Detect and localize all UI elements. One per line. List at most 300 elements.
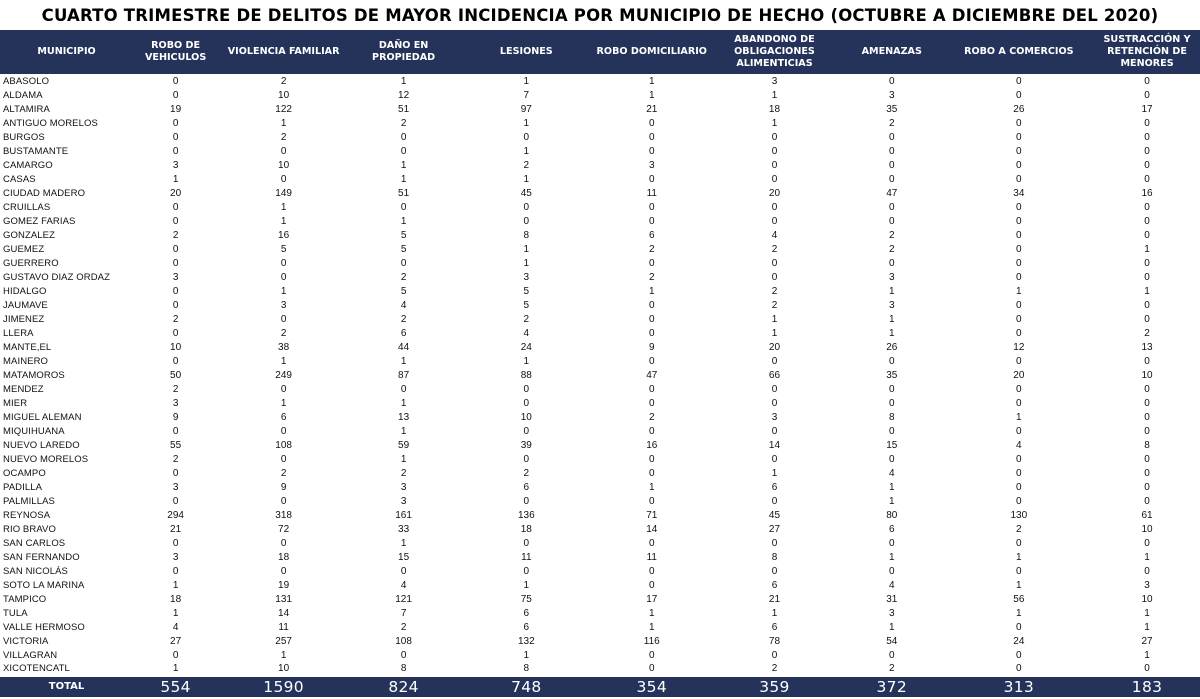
value-cell: 0: [400, 649, 407, 661]
table-row: [0, 117, 1200, 131]
table-row: [0, 103, 1200, 117]
value-cell: 0: [1144, 229, 1150, 241]
value-cell: 0: [1016, 229, 1022, 241]
value-cell: 4: [523, 327, 530, 339]
municipio-cell: RIO BRAVO: [3, 523, 56, 535]
value-cell: 0: [1144, 481, 1150, 493]
total-label: TOTAL: [0, 677, 133, 697]
value-cell: 0: [888, 159, 895, 171]
value-cell: 0: [648, 173, 655, 185]
municipio-cell: LLERA: [3, 327, 34, 339]
header-row: [0, 30, 1200, 75]
municipio-cell: BUSTAMANTE: [3, 145, 69, 157]
municipio-cell: SOTO LA MARINA: [3, 579, 85, 591]
value-cell: 0: [648, 425, 655, 437]
value-cell: 0: [1016, 397, 1022, 409]
value-cell: 0: [172, 285, 179, 297]
value-cell: 1: [400, 397, 407, 409]
value-cell: 0: [771, 565, 778, 577]
value-cell: 13: [398, 411, 410, 423]
value-cell: 10: [520, 411, 532, 423]
municipio-cell: SAN CARLOS: [3, 537, 66, 549]
value-cell: 0: [1144, 299, 1150, 311]
value-cell: 0: [172, 649, 179, 661]
value-cell: 17: [646, 593, 658, 605]
municipio-cell: MIER: [3, 397, 28, 409]
value-cell: 5: [523, 299, 530, 311]
table-row: [0, 285, 1200, 299]
value-cell: 8: [523, 229, 530, 241]
value-cell: 35: [886, 103, 898, 115]
value-cell: 45: [768, 509, 781, 521]
value-cell: 1: [648, 481, 655, 493]
table-row: [0, 243, 1200, 257]
value-cell: 8: [400, 663, 407, 675]
value-cell: 0: [172, 495, 179, 507]
value-cell: 3: [280, 299, 287, 311]
value-cell: 0: [1016, 299, 1022, 311]
value-cell: 0: [172, 117, 179, 129]
crime-table: [0, 29, 1200, 697]
value-cell: 16: [646, 439, 658, 451]
value-cell: 4: [888, 467, 895, 479]
value-cell: 1: [771, 607, 778, 619]
value-cell: 0: [1016, 173, 1022, 185]
value-cell: 2: [648, 271, 655, 283]
value-cell: 0: [1144, 117, 1150, 129]
total-row: [0, 677, 1200, 697]
value-cell: 1: [888, 285, 895, 297]
value-cell: 1: [172, 173, 179, 185]
value-cell: 0: [172, 201, 179, 213]
value-cell: 2: [280, 467, 287, 479]
value-cell: 1: [280, 397, 287, 409]
value-cell: 27: [170, 635, 182, 647]
value-cell: 0: [888, 355, 895, 367]
value-cell: 0: [172, 257, 179, 269]
table-row: [0, 383, 1200, 397]
value-cell: 0: [888, 383, 895, 395]
value-cell: 2: [888, 229, 895, 241]
value-cell: 5: [400, 285, 407, 297]
value-cell: 0: [1016, 425, 1022, 437]
value-cell: 0: [648, 131, 655, 143]
municipio-cell: ANTIGUO MORELOS: [3, 117, 98, 129]
value-cell: 0: [1144, 201, 1150, 213]
value-cell: 3: [888, 607, 895, 619]
value-cell: 1: [1144, 285, 1150, 297]
value-cell: 45: [520, 187, 532, 199]
value-cell: 0: [172, 243, 179, 255]
municipio-cell: SAN NICOLÁS: [3, 565, 68, 577]
value-cell: 0: [1016, 621, 1022, 633]
value-cell: 3: [172, 271, 179, 283]
value-cell: 27: [1141, 635, 1153, 647]
municipio-cell: JIMENEZ: [3, 313, 45, 325]
value-cell: 0: [400, 565, 407, 577]
value-cell: 0: [523, 383, 530, 395]
value-cell: 71: [646, 509, 658, 521]
value-cell: 0: [1016, 663, 1022, 675]
value-cell: 0: [523, 131, 530, 143]
value-cell: 1: [888, 551, 895, 563]
value-cell: 78: [768, 635, 781, 647]
value-cell: 0: [1016, 565, 1022, 577]
value-cell: 2: [172, 229, 179, 241]
value-cell: 0: [172, 327, 179, 339]
table-row: [0, 593, 1200, 607]
value-cell: 0: [1144, 131, 1150, 143]
municipio-cell: REYNOSA: [3, 509, 51, 521]
value-cell: 108: [275, 439, 292, 451]
value-cell: 2: [648, 411, 655, 423]
value-cell: 2: [1144, 327, 1150, 339]
value-cell: 3: [172, 397, 179, 409]
value-cell: 0: [280, 313, 287, 325]
value-cell: 0: [648, 565, 655, 577]
value-cell: 11: [278, 621, 289, 633]
value-cell: 3: [523, 271, 530, 283]
value-cell: 2: [400, 467, 407, 479]
value-cell: 47: [646, 369, 658, 381]
value-cell: 0: [1016, 537, 1022, 549]
municipio-cell: PALMILLAS: [3, 495, 55, 507]
value-cell: 1: [648, 285, 655, 297]
value-cell: 1: [400, 159, 407, 171]
value-cell: 1: [523, 355, 530, 367]
table-row: [0, 173, 1200, 187]
table-row: [0, 145, 1200, 159]
value-cell: 1: [280, 649, 287, 661]
value-cell: 3: [888, 271, 895, 283]
value-cell: 3: [172, 481, 179, 493]
table-row: [0, 215, 1200, 229]
value-cell: 16: [278, 229, 290, 241]
municipio-cell: OCAMPO: [3, 467, 46, 479]
value-cell: 1: [888, 621, 895, 633]
value-cell: 13: [1141, 341, 1153, 353]
value-cell: 5: [400, 229, 407, 241]
value-cell: 132: [517, 635, 535, 647]
value-cell: 1: [888, 313, 895, 325]
value-cell: 121: [395, 593, 412, 605]
table-row: [0, 271, 1200, 285]
value-cell: 1: [400, 453, 407, 465]
value-cell: 33: [398, 523, 410, 535]
value-cell: 0: [400, 131, 407, 143]
value-cell: 1: [648, 76, 655, 87]
table-row: [0, 411, 1200, 425]
municipio-cell: BURGOS: [3, 131, 45, 143]
value-cell: 0: [172, 355, 179, 367]
value-cell: 35: [886, 369, 898, 381]
municipio-cell: MENDEZ: [3, 383, 44, 395]
municipio-cell: JAUMAVE: [3, 299, 48, 311]
municipio-cell: ALTAMIRA: [3, 103, 50, 115]
value-cell: 80: [886, 509, 898, 521]
value-cell: 0: [1144, 173, 1150, 185]
value-cell: 10: [1141, 369, 1153, 381]
value-cell: 1: [648, 607, 655, 619]
municipio-cell: VICTORIA: [3, 635, 49, 647]
value-cell: 249: [275, 369, 292, 381]
value-cell: 1: [400, 537, 407, 549]
value-cell: 0: [888, 565, 895, 577]
value-cell: 0: [400, 257, 407, 269]
value-cell: 3: [771, 76, 778, 87]
value-cell: 2: [280, 76, 287, 87]
value-cell: 31: [886, 593, 898, 605]
value-cell: 0: [1016, 355, 1022, 367]
value-cell: 2: [172, 383, 179, 395]
value-cell: 12: [1013, 341, 1025, 353]
municipio-cell: MANTE,EL: [3, 341, 52, 353]
value-cell: 1: [1016, 411, 1022, 423]
column-header: ROBO DOMICILIARIO: [595, 30, 710, 75]
value-cell: 0: [771, 495, 778, 507]
value-cell: 0: [888, 257, 895, 269]
value-cell: 18: [520, 523, 532, 535]
value-cell: 0: [1144, 215, 1150, 227]
value-cell: 0: [172, 425, 179, 437]
value-cell: 0: [1016, 215, 1022, 227]
value-cell: 1: [1144, 649, 1150, 661]
value-cell: 1: [523, 173, 530, 185]
value-cell: 1: [888, 327, 895, 339]
value-cell: 130: [1010, 509, 1028, 521]
municipio-cell: MAINERO: [3, 355, 49, 367]
value-cell: 1: [523, 117, 530, 129]
value-cell: 6: [771, 579, 778, 591]
value-cell: 7: [523, 89, 530, 101]
value-cell: 2: [648, 243, 655, 255]
value-cell: 1: [280, 355, 287, 367]
table-row: [0, 201, 1200, 215]
value-cell: 16: [1141, 187, 1153, 199]
table-row: [0, 453, 1200, 467]
value-cell: 2: [523, 159, 530, 171]
value-cell: 0: [648, 313, 655, 325]
value-cell: 2: [400, 621, 407, 633]
value-cell: 6: [523, 607, 530, 619]
value-cell: 0: [648, 453, 655, 465]
table-row: [0, 509, 1200, 523]
municipio-cell: VILLAGRAN: [3, 649, 58, 661]
value-cell: 6: [648, 229, 655, 241]
municipio-cell: TULA: [3, 607, 28, 619]
total-value: 313: [944, 677, 1095, 697]
table-row: [0, 257, 1200, 271]
table-row: [0, 481, 1200, 495]
value-cell: 10: [170, 341, 182, 353]
value-cell: 1: [1016, 579, 1022, 591]
total-value: 354: [595, 677, 710, 697]
value-cell: 0: [888, 131, 895, 143]
value-cell: 75: [520, 593, 532, 605]
total-value: 824: [349, 677, 458, 697]
value-cell: 0: [400, 145, 407, 157]
value-cell: 1: [1144, 621, 1150, 633]
value-cell: 1: [771, 467, 778, 479]
value-cell: 0: [172, 215, 179, 227]
total-value: 554: [133, 677, 218, 697]
value-cell: 20: [1013, 369, 1025, 381]
value-cell: 56: [1013, 593, 1025, 605]
value-cell: 0: [280, 383, 287, 395]
value-cell: 27: [768, 523, 781, 535]
municipio-cell: MIQUIHUANA: [3, 425, 65, 437]
value-cell: 6: [888, 523, 895, 535]
value-cell: 14: [278, 607, 290, 619]
value-cell: 0: [771, 649, 778, 661]
value-cell: 2: [400, 271, 407, 283]
value-cell: 1: [771, 327, 778, 339]
value-cell: 2: [1016, 523, 1022, 535]
value-cell: 14: [646, 523, 658, 535]
value-cell: 0: [888, 425, 895, 437]
value-cell: 0: [648, 397, 655, 409]
value-cell: 0: [648, 299, 655, 311]
value-cell: 0: [280, 173, 287, 185]
value-cell: 5: [400, 243, 407, 255]
value-cell: 0: [1144, 76, 1150, 87]
table-row: [0, 355, 1200, 369]
value-cell: 0: [1144, 565, 1150, 577]
value-cell: 3: [400, 495, 407, 507]
value-cell: 149: [275, 187, 292, 199]
value-cell: 0: [1016, 453, 1022, 465]
value-cell: 0: [1016, 481, 1022, 493]
table-row: [0, 649, 1200, 663]
column-header: AMENAZAS: [840, 30, 944, 75]
value-cell: 1: [172, 607, 179, 619]
value-cell: 0: [1016, 257, 1022, 269]
value-cell: 0: [1016, 271, 1022, 283]
value-cell: 0: [1144, 383, 1150, 395]
value-cell: 88: [520, 369, 532, 381]
value-cell: 0: [888, 173, 895, 185]
value-cell: 0: [771, 159, 778, 171]
table-row: [0, 369, 1200, 383]
value-cell: 0: [172, 467, 179, 479]
column-header: ROBO A COMERCIOS: [944, 30, 1095, 75]
column-header: MUNICIPIO: [0, 30, 133, 75]
value-cell: 108: [395, 635, 412, 647]
value-cell: 1: [523, 243, 530, 255]
value-cell: 0: [771, 271, 778, 283]
value-cell: 11: [646, 551, 657, 563]
value-cell: 0: [771, 131, 778, 143]
value-cell: 0: [771, 173, 778, 185]
value-cell: 0: [1144, 313, 1150, 325]
table-body: [0, 75, 1200, 677]
value-cell: 9: [280, 481, 287, 493]
value-cell: 10: [278, 89, 290, 101]
total-value: 183: [1094, 677, 1200, 697]
value-cell: 0: [400, 201, 407, 213]
municipio-cell: NUEVO LAREDO: [3, 439, 80, 451]
table-row: [0, 607, 1200, 621]
value-cell: 2: [523, 313, 530, 325]
value-cell: 0: [523, 215, 530, 227]
value-cell: 24: [520, 341, 532, 353]
value-cell: 3: [172, 551, 179, 563]
table-row: [0, 299, 1200, 313]
value-cell: 8: [888, 411, 895, 423]
value-cell: 116: [643, 635, 660, 647]
value-cell: 2: [172, 313, 179, 325]
value-cell: 0: [888, 537, 895, 549]
municipio-cell: GUSTAVO DIAZ ORDAZ: [3, 271, 111, 283]
value-cell: 2: [400, 117, 407, 129]
value-cell: 0: [648, 537, 655, 549]
table-row: [0, 313, 1200, 327]
value-cell: 0: [280, 565, 287, 577]
value-cell: 2: [888, 117, 895, 129]
value-cell: 0: [1016, 313, 1022, 325]
value-cell: 38: [278, 341, 290, 353]
value-cell: 3: [648, 159, 655, 171]
value-cell: 0: [1016, 383, 1022, 395]
table-row: [0, 439, 1200, 453]
value-cell: 0: [888, 453, 895, 465]
value-cell: 21: [170, 523, 182, 535]
value-cell: 0: [1144, 663, 1150, 675]
table-row: [0, 565, 1200, 579]
value-cell: 2: [400, 313, 407, 325]
value-cell: 2: [523, 467, 530, 479]
value-cell: 0: [771, 257, 778, 269]
municipio-cell: CAMARGO: [3, 159, 53, 171]
table-row: [0, 537, 1200, 551]
value-cell: 0: [771, 537, 778, 549]
value-cell: 1: [280, 285, 287, 297]
value-cell: 6: [771, 621, 778, 633]
value-cell: 0: [523, 201, 530, 213]
municipio-cell: XICOTENCATL: [3, 663, 70, 675]
value-cell: 24: [1013, 635, 1025, 647]
value-cell: 1: [523, 579, 530, 591]
value-cell: 0: [1144, 537, 1150, 549]
value-cell: 11: [646, 187, 657, 199]
value-cell: 0: [280, 453, 287, 465]
value-cell: 0: [1144, 453, 1150, 465]
value-cell: 0: [888, 201, 895, 213]
value-cell: 4: [771, 229, 778, 241]
column-header: ROBO DE VEHICULOS: [133, 30, 218, 75]
value-cell: 0: [1016, 495, 1022, 507]
value-cell: 3: [1144, 579, 1150, 591]
value-cell: 1: [1016, 285, 1022, 297]
table-row: [0, 579, 1200, 593]
value-cell: 5: [523, 285, 530, 297]
value-cell: 0: [888, 649, 895, 661]
value-cell: 97: [520, 103, 532, 115]
table-row: [0, 495, 1200, 509]
value-cell: 0: [1016, 89, 1022, 101]
value-cell: 1: [523, 76, 530, 87]
value-cell: 3: [888, 299, 895, 311]
value-cell: 0: [648, 327, 655, 339]
municipio-cell: CASAS: [3, 173, 36, 185]
value-cell: 0: [172, 131, 179, 143]
municipio-cell: GUERRERO: [3, 257, 59, 269]
municipio-cell: VALLE HERMOSO: [3, 621, 85, 633]
column-header: SUSTRACCIÓN Y RETENCIÓN DE MENORES: [1094, 30, 1200, 75]
value-cell: 0: [648, 145, 655, 157]
value-cell: 0: [771, 201, 778, 213]
value-cell: 0: [888, 215, 895, 227]
